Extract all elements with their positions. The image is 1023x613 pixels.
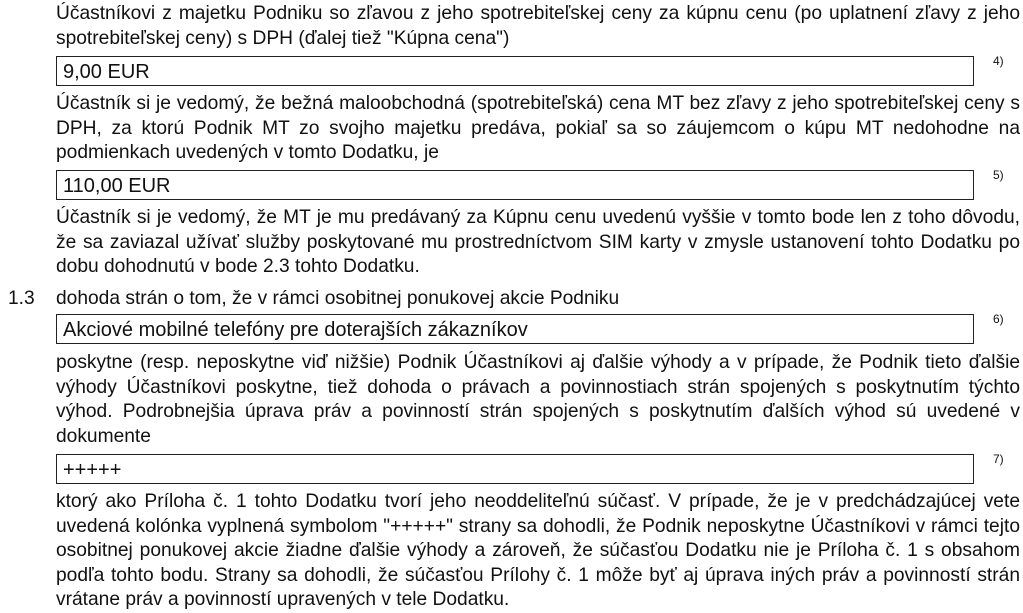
footnote-4: 4)	[993, 54, 1004, 68]
footnote-7: 7)	[993, 452, 1004, 466]
purchase-price-field: 9,00 EUR	[56, 56, 974, 86]
section-number: 1.3	[8, 288, 35, 309]
paragraph-additional-benefits: poskytne (resp. neposkytne viď nižšie) Podnik Účastníkovi aj ďalšie výhody a v prípade, že Podnik tieto ďalšie výhody Účastníkovi poskytne, tiež dohoda o právach a povinnostiach strán spojených s poskytnutím týchto výhod. Podrobnejšia úprava práv a povinností strán spojených s poskytnutím ďalších výhod sú uvedené v dokumente	[56, 352, 1020, 447]
promotion-name-field: Akciové mobilné telefóny pre doterajších zákazníkov	[56, 314, 974, 344]
paragraph-retail-price: Účastník si je vedomý, že bežná maloobchodná (spotrebiteľská) cena MT bez zľavy z jeho spotrebiteľskej ceny s DPH, za ktorú Podnik MT zo svojho majetku predáva, pokiaľ sa so záujemcom o kúpu MT nedohodne na podmienkach uvedených v tomto Dodatku, je	[56, 93, 1020, 163]
retail-price-field: 110,00 EUR	[56, 170, 974, 200]
footnote-5: 5)	[993, 168, 1004, 182]
footnote-6: 6)	[993, 312, 1004, 326]
document-reference-field: +++++	[56, 454, 974, 484]
paragraph-sim-obligation: Účastník si je vedomý, že MT je mu predávaný za Kúpnu cenu uvedenú vyššie v tomto bode len z toho dôvodu, že sa zaviazal užívať služby poskytované mu prostredníctvom SIM karty v zmysle ustanovení tohto Dodatku po dobu dohodnutú v bode 2.3 tohto Dodatku.	[56, 207, 1020, 277]
paragraph-purchase-price: Účastníkovi z majetku Podniku so zľavou z jeho spotrebiteľskej ceny za kúpnu cenu (po uplatnení zľavy z jeho spotrebiteľskej ceny) s DPH (ďalej tiež "Kúpna cena")	[56, 3, 1020, 49]
section-heading-text: dohoda strán o tom, že v rámci osobitnej ponukovej akcie Podniku	[56, 288, 620, 309]
paragraph-annex: ktorý ako Príloha č. 1 tohto Dodatku tvorí jeho neoddeliteľnú súčasť. V prípade, že je v predchádzajúcej vete uvedená kolónka vyplnená symbolom "+++++" strany sa dohodli, že Podnik neposkytne Účastníkovi v rámci tejto osobitnej ponukovej akcie žiadne ďalšie výhody a zároveň, že súčasťou Dodatku nie je Príloha č. 1 s obsahom podľa tohto bodu. Strany sa dohodli, že súčasťou Prílohy č. 1 môže byť aj úprava iných práv a povinností strán vrátane práv a povinností upravených v tele Dodatku.	[56, 491, 1020, 610]
